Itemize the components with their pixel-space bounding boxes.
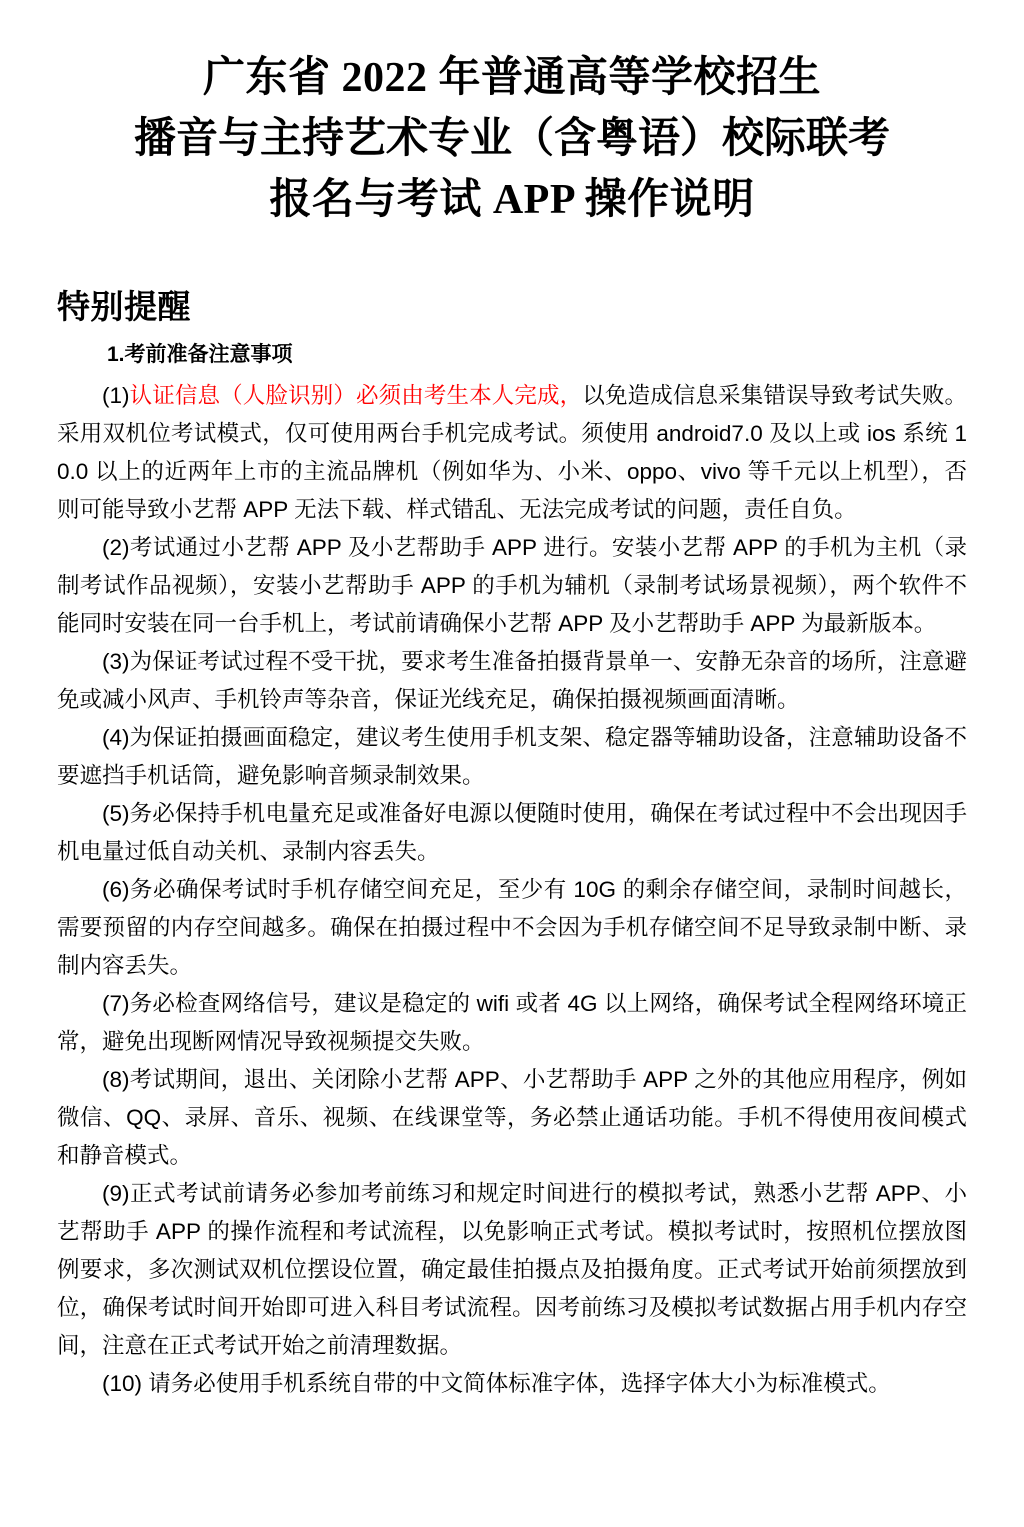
paragraph-text: 以免造成信息采集错误导致考试失败。采用双机位考试模式，仅可使用两台手机完成考试。须使用 android7.0 及以上或 ios 系统 10.0 以上的近两年上市的主流品牌机（例如华为、小米、oppo、vivo 等千元以上机型），否则可能导致小艺帮 APP 无法下载、样式错乱、无法完成考试的问题，责任自负。 [57, 383, 967, 522]
paragraph-number: (8) [102, 1067, 130, 1092]
paragraph-text: 务必确保考试时手机存储空间充足，至少有 10G 的剩余存储空间，录制时间越长，需要预留的内存空间越多。确保在拍摄过程中不会因为手机存储空间不足导致录制中断、录制内容丢失。 [57, 877, 967, 978]
paragraph-item [57, 1061, 967, 1175]
paragraph-item [57, 795, 967, 871]
paragraph-number: (6) [102, 877, 130, 902]
paragraph-text: 正式考试前请务必参加考前练习和规定时间进行的模拟考试，熟悉小艺帮 APP、小艺帮助手 APP 的操作流程和考试流程，以免影响正式考试。模拟考试时，按照机位摆放图例要求，多次测试双机位摆设位置，确定最佳拍摄点及拍摄角度。正式考试开始前须摆放到位，确保考试时间开始即可进入科目考试流程。因考前练习及模拟考试数据占用手机内存空间，注意在正式考试开始之前清理数据。 [57, 1181, 967, 1358]
paragraph-text: 为保证拍摄画面稳定，建议考生使用手机支架、稳定器等辅助设备，注意辅助设备不要遮挡手机话筒，避免影响音频录制效果。 [57, 725, 967, 788]
title-line-3: 报名与考试 APP 操作说明 [269, 177, 755, 223]
paragraph-item [57, 1365, 967, 1403]
paragraph-highlight-red: 认证信息（人脸识别）必须由考生本人完成， [129, 383, 583, 408]
title-line-1: 广东省 2022 年普通高等学校招生 [202, 55, 821, 101]
paragraph-number: (2) [102, 535, 130, 560]
paragraph-number: (1) [102, 383, 130, 408]
title-line-2: 播音与主持艺术专业（含粤语）校际联考 [133, 116, 890, 162]
body-copy [0, 369, 1024, 1403]
sub-heading-pre-exam-preparation: 1.考前准备注意事项 [107, 343, 293, 366]
paragraph-item [57, 529, 967, 643]
paragraph-item [57, 985, 967, 1061]
paragraph-item [57, 377, 967, 529]
paragraph-number: (5) [102, 801, 130, 826]
page-title [0, 0, 1024, 231]
paragraph-number: (10) [102, 1371, 143, 1396]
paragraph-item [57, 719, 967, 795]
paragraph-item [57, 871, 967, 985]
paragraph-text: 务必保持手机电量充足或准备好电源以便随时使用，确保在考试过程中不会出现因手机电量过低自动关机、录制内容丢失。 [57, 801, 967, 864]
paragraph-item [57, 643, 967, 719]
paragraph-item [57, 1175, 967, 1365]
paragraph-number: (4) [102, 725, 130, 750]
paragraph-text: 务必检查网络信号，建议是稳定的 wifi 或者 4G 以上网络，确保考试全程网络环境正常，避免出现断网情况导致视频提交失败。 [57, 991, 967, 1054]
paragraph-text: 请务必使用手机系统自带的中文简体标准字体，选择字体大小为标准模式。 [142, 1371, 891, 1396]
paragraph-text: 为保证考试过程不受干扰，要求考生准备拍摄背景单一、安静无杂音的场所，注意避免或减小风声、手机铃声等杂音，保证光线充足，确保拍摄视频画面清晰。 [57, 649, 967, 712]
section-heading-special-notice: 特别提醒 [57, 288, 191, 325]
paragraph-number: (7) [102, 991, 130, 1016]
paragraph-number: (9) [102, 1181, 130, 1206]
paragraph-number: (3) [102, 649, 130, 674]
paragraph-text: 考试期间，退出、关闭除小艺帮 APP、小艺帮助手 APP 之外的其他应用程序，例如微信、QQ、录屏、音乐、视频、在线课堂等，务必禁止通话功能。手机不得使用夜间模式和静音模式。 [57, 1067, 967, 1168]
paragraph-text: 考试通过小艺帮 APP 及小艺帮助手 APP 进行。安装小艺帮 APP 的手机为主机（录制考试作品视频），安装小艺帮助手 APP 的手机为辅机（录制考试场景视频），两个软件不能同时安装在同一台手机上，考试前请确保小艺帮 APP 及小艺帮助手 APP 为最新版本。 [57, 535, 967, 636]
